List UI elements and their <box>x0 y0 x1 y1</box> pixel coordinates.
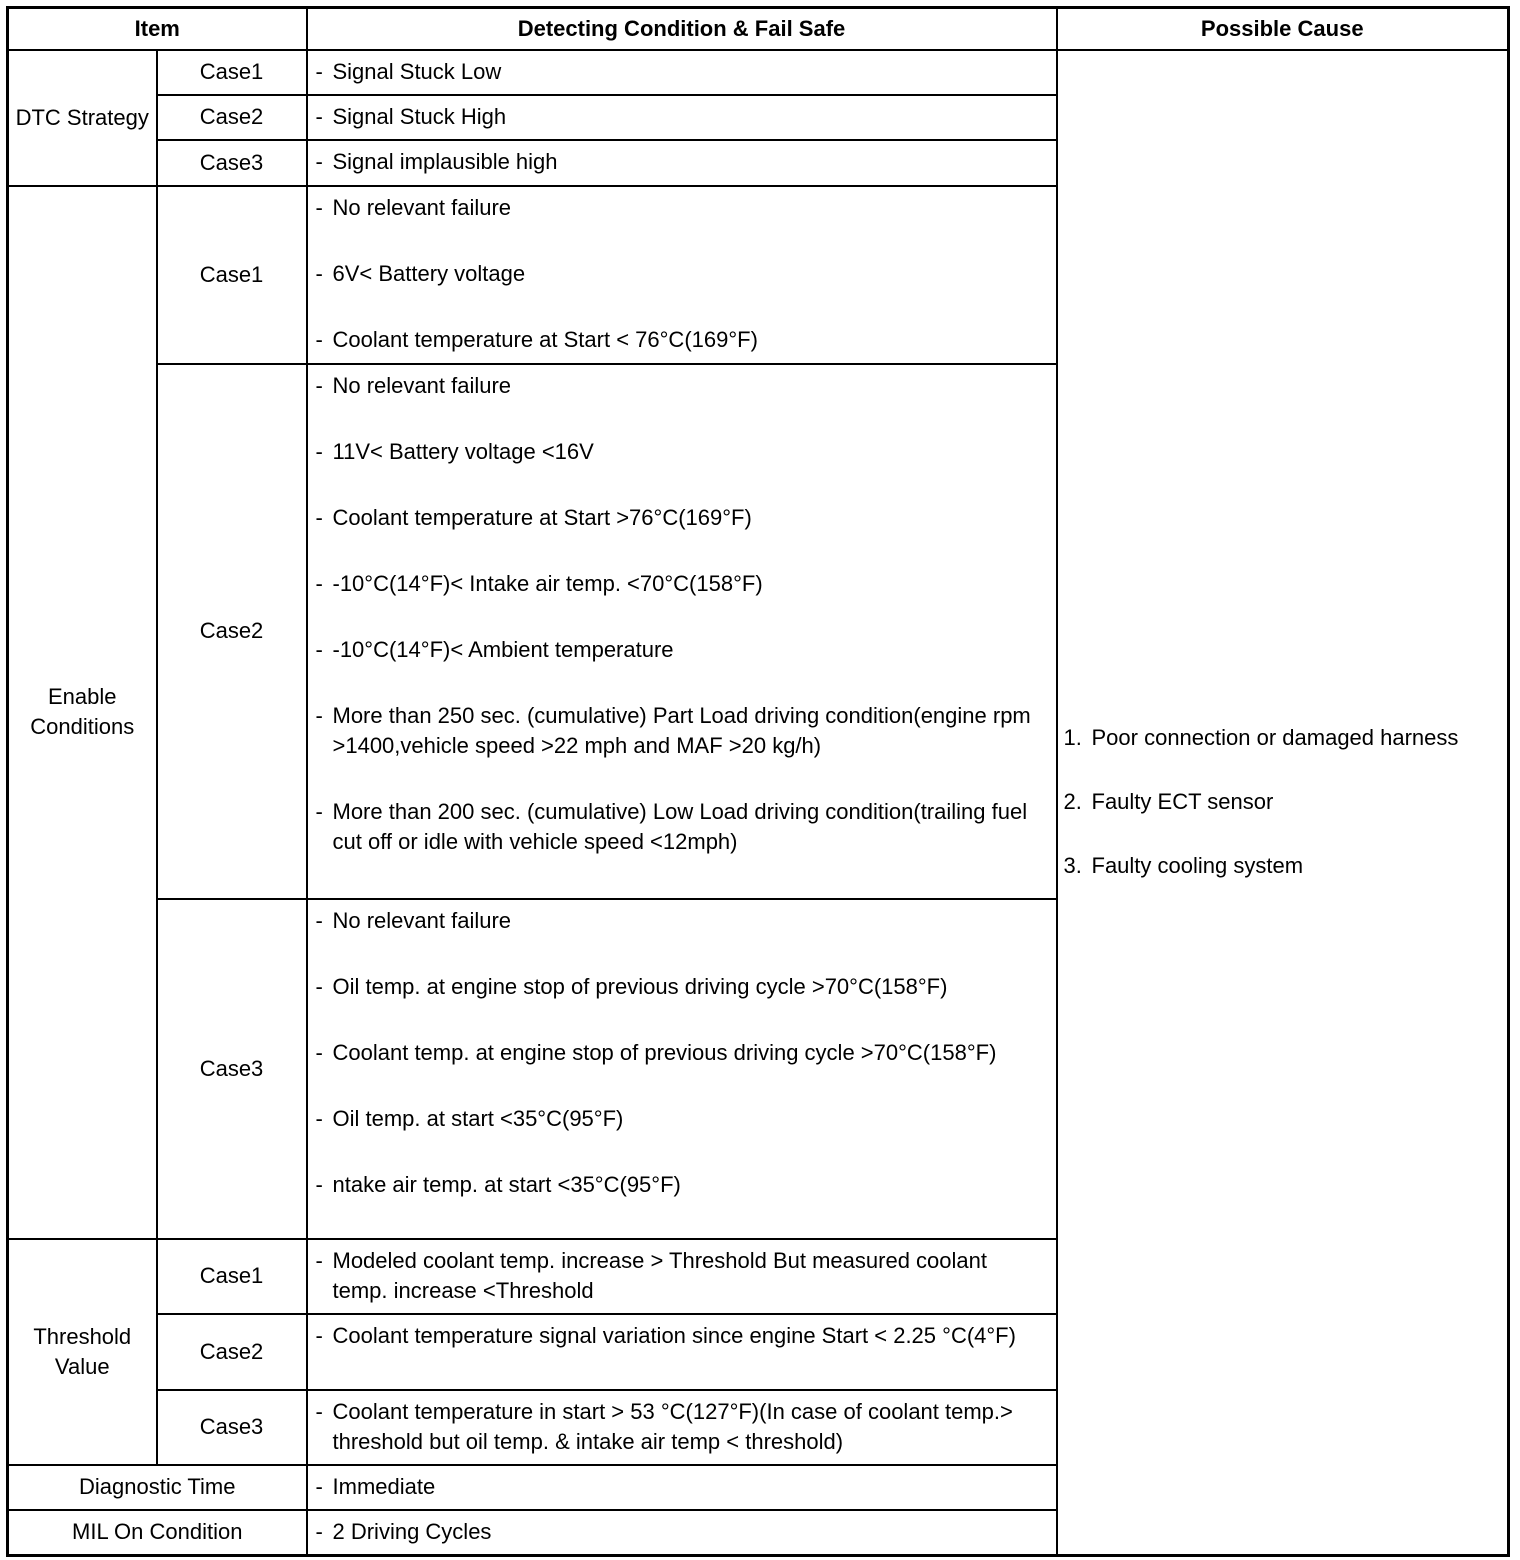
list-item: - Immediate <box>316 1472 1046 1502</box>
threshold-value-label: Threshold Value <box>8 1239 157 1465</box>
list-item: - Signal implausible high <box>316 147 1046 177</box>
threshold-case1-text <box>307 1239 1057 1314</box>
case-label: Case1 <box>157 1239 307 1314</box>
cause-text: Faulty ECT sensor <box>1091 789 1274 815</box>
enable-case1-list <box>307 186 1057 364</box>
cause-text: Faulty cooling system <box>1091 853 1304 879</box>
case-label: Case2 <box>157 95 307 140</box>
case-label: Case3 <box>157 899 307 1239</box>
cause-number: 2. <box>1063 789 1082 815</box>
header-row <box>8 8 1509 50</box>
list-item: - Modeled coolant temp. increase > Threshold But measured coolant temp. increase <Threshold <box>316 1246 1046 1306</box>
list-item: - Coolant temperature in start > 53 °C(127°F)(In case of coolant temp.> threshold but oil temp. & intake air temp < threshold) <box>316 1397 1046 1457</box>
header-detecting-condition: Detecting Condition & Fail Safe <box>307 8 1057 50</box>
list-item: - Oil temp. at engine stop of previous driving cycle >70°C(158°F) <box>316 972 1046 1002</box>
list-item: - More than 250 sec. (cumulative) Part Load driving condition(engine rpm >1400,vehicle speed >22 mph and MAF >20 kg/h) <box>316 701 1046 761</box>
header-possible-cause: Possible Cause <box>1057 8 1509 50</box>
mil-on-condition-value <box>307 1510 1057 1556</box>
list-item: - Signal Stuck High <box>316 102 1046 132</box>
table-row <box>8 50 1509 95</box>
cause-number: 1. <box>1063 725 1082 751</box>
list-item: - Signal Stuck Low <box>316 57 1046 87</box>
diagnostic-time-label: Diagnostic Time <box>8 1465 307 1510</box>
cause-text: Poor connection or damaged harness <box>1091 725 1459 751</box>
diagnostic-table <box>6 6 1510 1557</box>
enable-conditions-label: Enable Conditions <box>8 186 157 1239</box>
dtc-case2-text <box>307 95 1057 140</box>
list-item: - Oil temp. at start <35°C(95°F) <box>316 1104 1046 1134</box>
list-item: - 2 Driving Cycles <box>316 1517 1046 1547</box>
case-label: Case2 <box>157 364 307 899</box>
threshold-case3-text <box>307 1390 1057 1465</box>
case-label: Case2 <box>157 1314 307 1390</box>
dtc-case3-text <box>307 140 1057 186</box>
list-item: - ntake air temp. at start <35°C(95°F) <box>316 1170 1046 1200</box>
list-item: - Coolant temperature signal variation since engine Start < 2.25 °C(4°F) <box>316 1321 1046 1351</box>
list-item: - 6V< Battery voltage <box>316 259 1046 289</box>
threshold-case2-text <box>307 1314 1057 1390</box>
list-item: - -10°C(14°F)< Intake air temp. <70°C(158°F) <box>316 569 1046 599</box>
list-item: - Coolant temperature at Start >76°C(169°F) <box>316 503 1046 533</box>
list-item: - Coolant temp. at engine stop of previous driving cycle >70°C(158°F) <box>316 1038 1046 1068</box>
possible-cause-cell <box>1057 50 1509 1556</box>
enable-case2-list <box>307 364 1057 899</box>
list-item: - No relevant failure <box>316 906 1046 936</box>
list-item: - More than 200 sec. (cumulative) Low Load driving condition(trailing fuel cut off or idle with vehicle speed <12mph) <box>316 797 1046 857</box>
case-label: Case1 <box>157 186 307 364</box>
dtc-strategy-label: DTC Strategy <box>8 50 157 186</box>
list-item: - Coolant temperature at Start < 76°C(169°F) <box>316 325 1046 355</box>
dtc-case1-text <box>307 50 1057 95</box>
case-label: Case3 <box>157 140 307 186</box>
list-item: - No relevant failure <box>316 193 1046 223</box>
mil-on-condition-label: MIL On Condition <box>8 1510 307 1556</box>
case-label: Case3 <box>157 1390 307 1465</box>
list-item: - No relevant failure <box>316 371 1046 401</box>
cause-item <box>1064 723 1498 753</box>
cause-item <box>1064 851 1498 881</box>
case-label: Case1 <box>157 50 307 95</box>
diagnostic-time-value <box>307 1465 1057 1510</box>
cause-number: 3. <box>1063 853 1082 879</box>
cause-item <box>1064 787 1498 817</box>
list-item: - -10°C(14°F)< Ambient temperature <box>316 635 1046 665</box>
list-item: - 11V< Battery voltage <16V <box>316 437 1046 467</box>
header-item: Item <box>8 8 307 50</box>
enable-case3-list <box>307 899 1057 1239</box>
